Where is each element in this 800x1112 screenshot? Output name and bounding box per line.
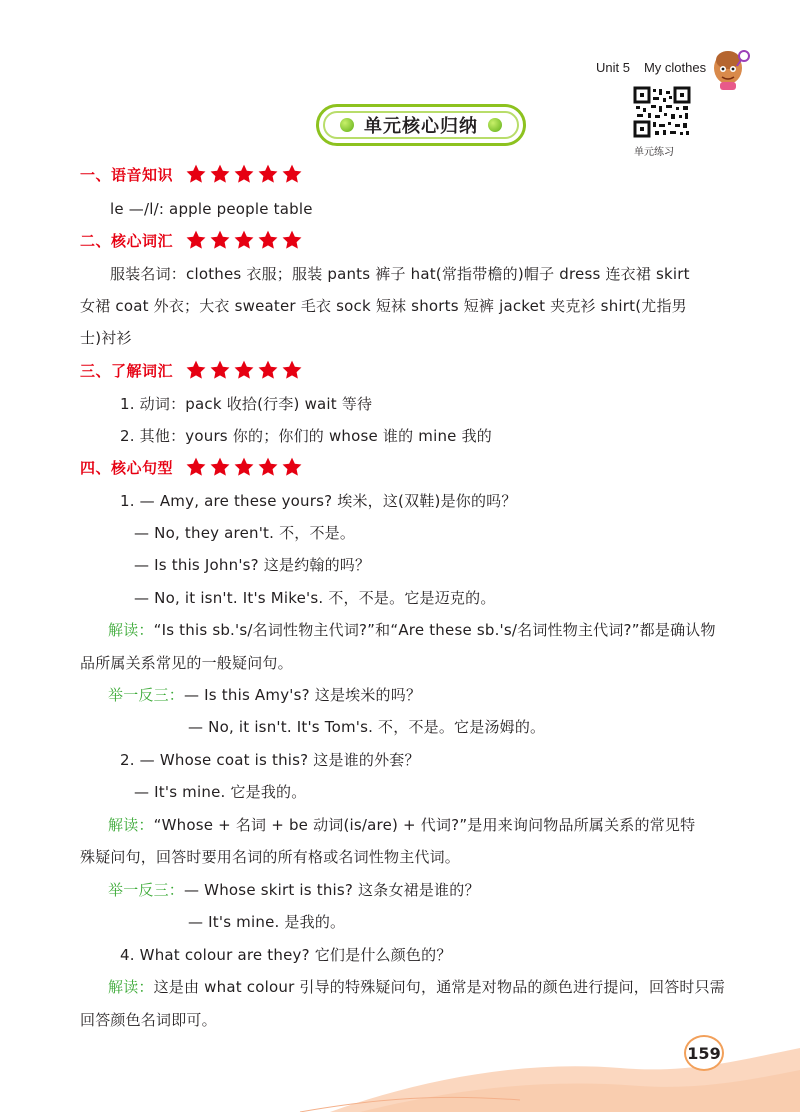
- section-title: 三、了解词汇: [80, 361, 174, 380]
- green-dot-icon: [340, 118, 354, 132]
- star-icon: [281, 229, 303, 251]
- star-icon: [281, 359, 303, 381]
- star-icon: [257, 229, 279, 251]
- rating-stars: [185, 229, 305, 251]
- unit-title: My clothes: [643, 60, 707, 75]
- phonics-line: le —/l/: apple people table: [110, 200, 313, 218]
- note-line: 品所属关系常见的一般疑问句。: [80, 654, 293, 672]
- star-icon: [185, 359, 207, 381]
- sentence-line: — No, they aren't. 不，不是。: [134, 524, 356, 542]
- qr-code-icon: [633, 86, 691, 138]
- star-icon: [209, 359, 231, 381]
- section-title: 二、核心词汇: [80, 231, 174, 250]
- sentence-line: — Is this John's? 这是约翰的吗？: [134, 556, 371, 574]
- qr-caption: 单元练习: [634, 147, 674, 158]
- star-icon: [233, 456, 255, 478]
- vocab-line: 士)衬衫: [80, 329, 132, 347]
- star-icon: [233, 229, 255, 251]
- note-line: 回答颜色名词即可。: [80, 1011, 217, 1029]
- note-line: 殊疑问句，回答时要用名词的所有格或名词性物主代词。: [80, 848, 461, 866]
- star-icon: [233, 359, 255, 381]
- example-line: — It's mine. 是我的。: [188, 913, 346, 931]
- note-text: “Is this sb.'s/名词性物主代词?”和“Are these sb.'s/名词性物主代词?”都是确认物: [153, 621, 716, 639]
- example-text: — Is this Amy's? 这是埃米的吗？: [184, 686, 422, 704]
- vocab-line: 女裙 coat 外衣；大衣 sweater 毛衣 sock 短袜 shorts 短裤 jacket 夹克衫 shirt(尤指男: [80, 297, 687, 315]
- note-line: [108, 815, 695, 835]
- star-icon: [281, 163, 303, 185]
- sentence-line: 4. What colour are they? 它们是什么颜色的？: [120, 946, 452, 964]
- star-icon: [257, 456, 279, 478]
- section-sentences-heading: [80, 455, 305, 479]
- rating-stars: [185, 359, 305, 381]
- rating-stars: [185, 456, 305, 478]
- section-core-vocab-heading: [80, 228, 305, 252]
- green-dot-icon: [488, 118, 502, 132]
- star-icon: [185, 456, 207, 478]
- example-label: 举一反三：: [108, 686, 185, 704]
- sentence-line: — It's mine. 它是我的。: [134, 783, 307, 801]
- example-label: 举一反三：: [108, 881, 185, 899]
- note-text: “Whose + 名词 + be 动词(is/are) + 代词?”是用来询问物品所属关系的常见特: [153, 816, 696, 834]
- star-icon: [281, 456, 303, 478]
- example-text: — Whose skirt is this? 这条女裙是谁的？: [184, 881, 480, 899]
- extra-vocab-line: 1. 动词：pack 收拾(行李) wait 等待: [120, 395, 373, 413]
- star-icon: [257, 163, 279, 185]
- star-icon: [233, 163, 255, 185]
- unit-header: [596, 60, 720, 75]
- sentence-line: 1. — Amy, are these yours? 埃米，这(双鞋)是你的吗？: [120, 492, 517, 510]
- note-label: 解读：: [108, 621, 154, 639]
- sentence-line: — No, it isn't. It's Mike's. 不，不是。它是迈克的。: [134, 589, 496, 607]
- example-line: [108, 685, 421, 705]
- section-title: 一、语音知识: [80, 165, 174, 184]
- star-icon: [185, 163, 207, 185]
- banner-title: 单元核心归纳: [364, 116, 478, 137]
- star-icon: [209, 163, 231, 185]
- section-extra-vocab-heading: [80, 358, 305, 382]
- page-number: 159: [684, 1035, 724, 1071]
- extra-vocab-line: 2. 其他：yours 你的；你们的 whose 谁的 mine 我的: [120, 427, 492, 445]
- star-icon: [209, 456, 231, 478]
- bottom-wave-decoration: [0, 1020, 800, 1112]
- note-label: 解读：: [108, 816, 154, 834]
- sentence-line: 2. — Whose coat is this? 这是谁的外套？: [120, 751, 420, 769]
- note-label: 解读：: [108, 978, 154, 996]
- unit-label: Unit 5: [596, 60, 630, 75]
- note-text: 这是由 what colour 引导的特殊疑问句，通常是对物品的颜色进行提问，回答时只需: [153, 978, 726, 996]
- section-banner: [316, 104, 526, 146]
- section-phonics-heading: [80, 162, 305, 186]
- mascot-icon: [708, 42, 752, 92]
- section-title: 四、核心句型: [80, 458, 174, 477]
- note-line: [108, 620, 716, 640]
- star-icon: [257, 359, 279, 381]
- vocab-line: 服装名词：clothes 衣服；服装 pants 裤子 hat(常指带檐的)帽子 dress 连衣裙 skirt: [110, 265, 690, 283]
- rating-stars: [185, 163, 305, 185]
- star-icon: [185, 229, 207, 251]
- example-line: — No, it isn't. It's Tom's. 不，不是。它是汤姆的。: [188, 718, 546, 736]
- star-icon: [209, 229, 231, 251]
- example-line: [108, 880, 480, 900]
- note-line: [108, 977, 725, 997]
